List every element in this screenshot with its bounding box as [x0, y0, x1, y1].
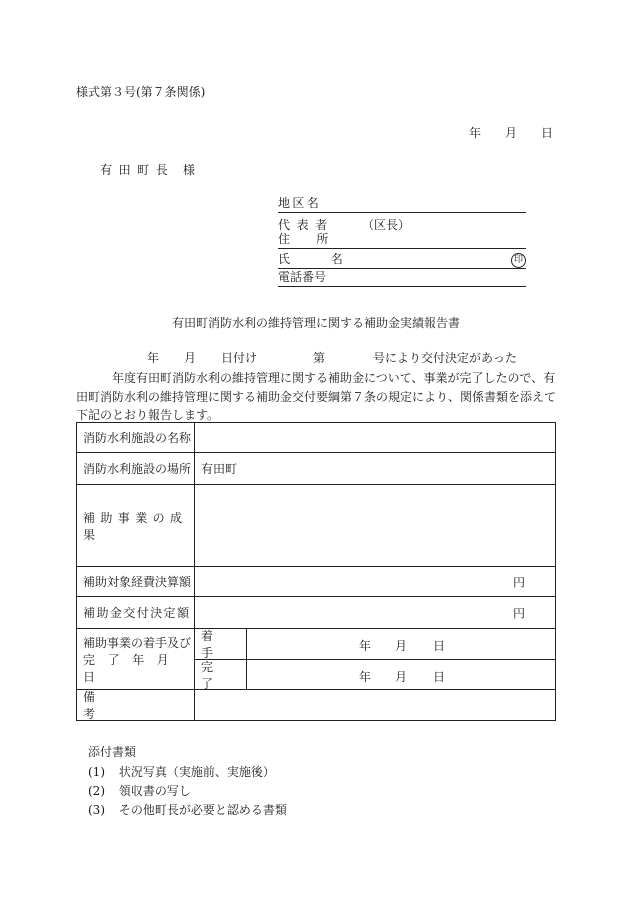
table-row-cost — [77, 567, 555, 597]
grant-unit: 円 — [512, 606, 525, 620]
applicant-representative-note: （区長） — [362, 218, 411, 232]
results-label-cell — [77, 485, 195, 566]
attachment-item-num: (1) — [88, 765, 105, 779]
grant-label-cell — [77, 597, 195, 628]
report-table — [76, 422, 556, 721]
start-label: 着手 — [195, 629, 247, 659]
report-title: 有田町消防水利の維持管理に関する補助金実績報告書 — [172, 316, 461, 330]
seal-mark: 印 — [511, 253, 526, 268]
period-label-line-2: 完了年月日 — [83, 652, 182, 684]
ref-year: 年 — [147, 351, 160, 365]
results-label: 補助事業の成果 — [83, 510, 188, 542]
applicant-district-label: 地区名 — [278, 196, 322, 210]
facility-location-label: 消防水利施設の場所 — [77, 453, 195, 484]
table-row-remarks — [77, 690, 555, 720]
end-date-value[interactable] — [247, 660, 555, 690]
applicant-district-row — [278, 194, 526, 213]
attachment-item-num: (3) — [88, 803, 105, 817]
end-row — [195, 660, 555, 690]
applicant-representative-label: 代表者 — [278, 218, 334, 232]
attachment-item-text: その他町長が必要と認める書類 — [118, 803, 287, 817]
cost-label: 補助対象経費決算額 — [77, 567, 195, 596]
start-date-value[interactable] — [247, 629, 555, 659]
remarks-label: 備考 — [83, 690, 170, 721]
facility-name-label: 消防水利施設の名称 — [77, 423, 195, 452]
applicant-name-row — [278, 250, 526, 269]
end-month: 月 — [395, 670, 408, 684]
attachment-item-text: 領収書の写し — [118, 784, 191, 798]
period-split — [195, 629, 555, 689]
applicant-phone-row — [278, 268, 526, 287]
addressee-honorific: 様 — [183, 163, 196, 177]
applicant-address-label: 住所 — [278, 232, 355, 246]
ref-day: 日付け — [221, 351, 258, 365]
addressee: 有田町長 — [100, 163, 175, 177]
applicant-phone-label: 電話番号 — [278, 270, 327, 284]
grant-label: 補助金交付決定額 — [83, 606, 191, 620]
start-year: 年 — [359, 639, 372, 653]
attachment-item-num: (2) — [88, 784, 105, 798]
start-row — [195, 629, 555, 660]
table-row-period — [77, 629, 555, 690]
attachment-item-text: 状況写真（実施前、実施後） — [118, 765, 275, 779]
ref-month: 月 — [184, 351, 197, 365]
start-month: 月 — [395, 639, 408, 653]
table-row-grant — [77, 597, 555, 629]
table-row-results — [77, 485, 555, 567]
applicant-address-row — [278, 230, 526, 249]
date-year: 年 — [469, 126, 482, 140]
period-label-cell — [77, 629, 195, 689]
cost-value[interactable] — [195, 567, 555, 596]
end-label: 完了 — [195, 660, 247, 690]
body-line-2: 田町消防水利の維持管理に関する補助金交付要綱第７条の規定により、関係書類を添えて — [76, 390, 557, 404]
table-row-facility-name — [77, 423, 555, 453]
form-number: 様式第３号(第７条関係) — [76, 85, 206, 99]
date-day: 日 — [541, 126, 554, 140]
applicant-name-label: 氏名 — [278, 252, 384, 266]
date-month: 月 — [505, 126, 518, 140]
attachment-item — [88, 801, 287, 818]
body-line-1: 年度有田町消防水利の維持管理に関する補助金について、事業が完了したので、有 — [112, 371, 556, 385]
grant-value[interactable] — [195, 597, 555, 628]
attachment-item — [88, 763, 275, 780]
remarks-label-cell — [77, 690, 195, 720]
table-row-facility-location — [77, 453, 555, 485]
facility-location-value[interactable]: 有田町 — [201, 462, 238, 476]
cost-unit: 円 — [512, 575, 525, 589]
ref-dai: 第 — [313, 351, 326, 365]
end-day: 日 — [433, 670, 446, 684]
results-value[interactable] — [195, 485, 555, 566]
facility-name-value[interactable] — [195, 423, 555, 452]
remarks-value[interactable] — [195, 690, 555, 720]
body-line-3: 下記のとおり報告します。 — [76, 408, 220, 422]
ref-go: 号により交付決定があった — [373, 351, 517, 365]
start-day: 日 — [433, 639, 446, 653]
attachments-heading: 添付書類 — [88, 745, 137, 759]
end-year: 年 — [359, 670, 372, 684]
attachment-item — [88, 782, 191, 799]
period-label-line-1: 補助事業の着手及び — [83, 635, 192, 650]
